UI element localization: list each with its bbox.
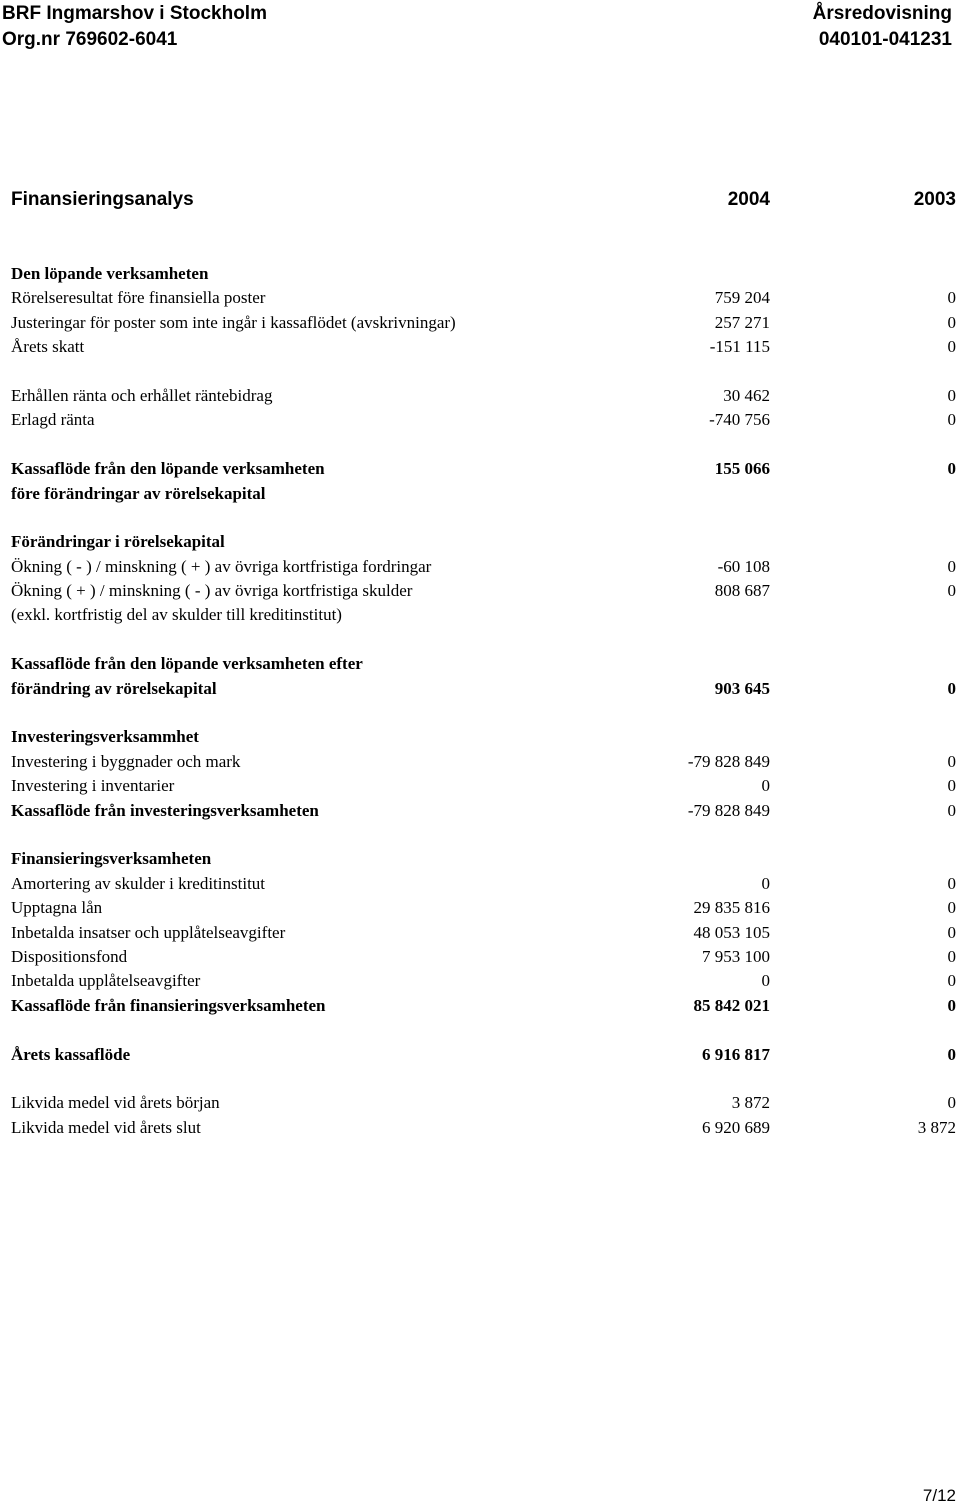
value-2004: 48 053 105 bbox=[693, 922, 770, 942]
table-row bbox=[11, 482, 956, 506]
row-spacer bbox=[11, 433, 956, 457]
table-row bbox=[11, 872, 956, 896]
value-2003: 0 bbox=[947, 678, 956, 698]
row-label: förändring av rörelsekapital bbox=[11, 678, 217, 698]
value-2003: 0 bbox=[947, 1044, 956, 1064]
value-2003: 0 bbox=[947, 873, 956, 893]
row-label: Den löpande verksamheten bbox=[11, 264, 209, 283]
value-2003: 0 bbox=[947, 971, 956, 991]
row-label: Årets kassaflöde bbox=[11, 1044, 131, 1064]
row-label: Inbetalda upplåtelseavgifter bbox=[11, 971, 201, 991]
value-2004: 759 204 bbox=[714, 288, 770, 308]
row-label: Likvida medel vid årets början bbox=[11, 1093, 220, 1113]
value-2004: 6 916 817 bbox=[702, 1044, 770, 1064]
table-row bbox=[11, 603, 956, 627]
value-2003: 0 bbox=[947, 751, 956, 771]
row-label: Årets skatt bbox=[11, 337, 85, 357]
value-2003: 0 bbox=[947, 312, 956, 332]
row-label: Amortering av skulder i kreditinstitut bbox=[11, 873, 266, 893]
table-row bbox=[11, 994, 956, 1018]
section-heading-row bbox=[11, 530, 956, 554]
table-row bbox=[11, 969, 956, 993]
reporting-period: 040101-041231 bbox=[818, 29, 952, 50]
row-label: Kassaflöde från den löpande verksamheten bbox=[11, 459, 325, 479]
value-2004: 0 bbox=[761, 873, 770, 893]
row-label: Rörelseresultat före finansiella poster bbox=[11, 288, 266, 308]
page-number: 7/12 bbox=[922, 1486, 956, 1505]
document-type: Årsredovisning bbox=[812, 3, 952, 24]
row-label: Erlagd ränta bbox=[11, 410, 95, 430]
value-2004: 903 645 bbox=[714, 678, 770, 698]
value-2004: -151 115 bbox=[709, 337, 770, 357]
organization-number: Org.nr 769602-6041 bbox=[2, 29, 178, 50]
row-label: Inbetalda insatser och upplåtelseavgifter bbox=[11, 922, 286, 942]
section-heading-row bbox=[11, 725, 956, 749]
table-row bbox=[11, 945, 956, 969]
value-2004: -740 756 bbox=[709, 410, 770, 430]
table-row bbox=[11, 286, 956, 310]
value-2004: 0 bbox=[761, 776, 770, 796]
value-2003: 0 bbox=[947, 337, 956, 357]
column-header-2004: 2004 bbox=[727, 189, 770, 210]
document-header-left bbox=[2, 1, 267, 53]
value-2003: 0 bbox=[947, 922, 956, 942]
section-heading-row bbox=[11, 847, 956, 871]
value-2004: 3 872 bbox=[731, 1093, 770, 1113]
value-2003: 0 bbox=[947, 995, 956, 1015]
row-label: (exkl. kortfristig del av skulder till kreditinstitut) bbox=[11, 605, 342, 625]
table-row bbox=[11, 774, 956, 798]
value-2003: 0 bbox=[947, 898, 956, 918]
value-2004: 7 953 100 bbox=[702, 946, 770, 966]
value-2003: 0 bbox=[947, 1093, 956, 1113]
statement-title-row bbox=[11, 186, 956, 214]
row-spacer bbox=[11, 628, 956, 652]
table-row bbox=[11, 579, 956, 603]
section-heading-row bbox=[11, 262, 956, 286]
row-spacer bbox=[11, 823, 956, 847]
value-2003: 0 bbox=[947, 800, 956, 820]
table-row bbox=[11, 896, 956, 920]
value-2004: 808 687 bbox=[714, 581, 770, 601]
value-2003: 0 bbox=[947, 288, 956, 308]
value-2003: 0 bbox=[947, 385, 956, 405]
row-spacer bbox=[11, 360, 956, 384]
row-label: Investering i byggnader och mark bbox=[11, 751, 241, 771]
row-label: före förändringar av rörelsekapital bbox=[11, 483, 266, 503]
row-spacer bbox=[11, 506, 956, 530]
statement-title: Finansieringsanalys bbox=[11, 189, 194, 210]
value-2004: -60 108 bbox=[717, 556, 770, 576]
table-row bbox=[11, 799, 956, 823]
value-2003: 0 bbox=[947, 581, 956, 601]
value-2004: 85 842 021 bbox=[693, 995, 770, 1015]
table-row bbox=[11, 408, 956, 432]
document-header-right bbox=[813, 1, 952, 53]
value-2003: 0 bbox=[947, 410, 956, 430]
cash-flow-statement bbox=[11, 262, 956, 1140]
row-label: Upptagna lån bbox=[11, 898, 103, 918]
row-label: Kassaflöde från den löpande verksamheten efter bbox=[11, 654, 363, 674]
row-spacer bbox=[11, 1018, 956, 1042]
table-row bbox=[11, 1116, 956, 1140]
row-label: Justeringar för poster som inte ingår i kassaflödet (avskrivningar) bbox=[11, 312, 456, 332]
table-row bbox=[11, 1043, 956, 1067]
table-row bbox=[11, 384, 956, 408]
value-2003: 0 bbox=[947, 946, 956, 966]
table-row bbox=[11, 921, 956, 945]
row-label: Investering i inventarier bbox=[11, 776, 175, 796]
table-row bbox=[11, 311, 956, 335]
table-row bbox=[11, 555, 956, 579]
value-2004: 29 835 816 bbox=[693, 898, 770, 918]
value-2004: 30 462 bbox=[723, 385, 770, 405]
row-label: Finansieringsverksamheten bbox=[11, 849, 212, 869]
value-2003: 0 bbox=[947, 556, 956, 576]
value-2003: 0 bbox=[947, 459, 956, 479]
row-label: Ökning ( + ) / minskning ( - ) av övriga kortfristiga skulder bbox=[11, 581, 413, 601]
row-label: Ökning ( - ) / minskning ( + ) av övriga kortfristiga fordringar bbox=[11, 556, 432, 576]
row-label: Kassaflöde från finansieringsverksamheten bbox=[11, 995, 326, 1015]
row-label: Likvida medel vid årets slut bbox=[11, 1117, 201, 1137]
row-label: Kassaflöde från investeringsverksamheten bbox=[11, 800, 319, 820]
row-label: Förändringar i rörelsekapital bbox=[11, 532, 225, 552]
row-label: Erhållen ränta och erhållet räntebidrag bbox=[11, 385, 273, 405]
value-2004: -79 828 849 bbox=[687, 751, 770, 771]
column-header-2003: 2003 bbox=[913, 189, 956, 210]
table-row bbox=[11, 750, 956, 774]
row-spacer bbox=[11, 1067, 956, 1091]
row-label: Dispositionsfond bbox=[11, 946, 128, 966]
value-2004: 155 066 bbox=[714, 459, 770, 479]
value-2003: 0 bbox=[947, 776, 956, 796]
value-2004: -79 828 849 bbox=[687, 800, 770, 820]
value-2003: 3 872 bbox=[917, 1117, 956, 1137]
value-2004: 0 bbox=[761, 971, 770, 991]
organization-name: BRF Ingmarshov i Stockholm bbox=[2, 3, 267, 24]
row-label: Investeringsverksammhet bbox=[11, 727, 199, 747]
table-row bbox=[11, 457, 956, 481]
value-2004: 257 271 bbox=[714, 312, 770, 332]
table-row bbox=[11, 335, 956, 359]
table-row bbox=[11, 1091, 956, 1115]
row-spacer bbox=[11, 701, 956, 725]
value-2004: 6 920 689 bbox=[702, 1117, 770, 1137]
table-row bbox=[11, 677, 956, 701]
table-row bbox=[11, 652, 956, 676]
